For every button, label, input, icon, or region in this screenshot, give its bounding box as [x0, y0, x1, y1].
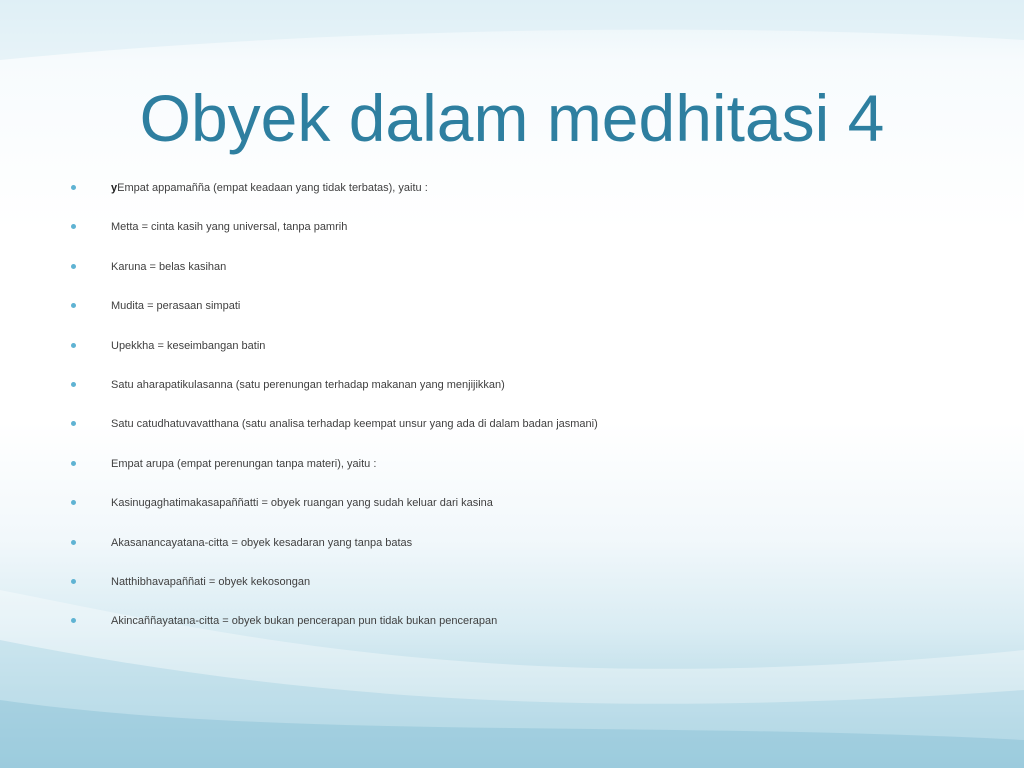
- bullet-dot-icon: [71, 264, 76, 269]
- bullet-text: Empat arupa (empat perenungan tanpa materi), yaitu :: [111, 457, 377, 470]
- bullet-dot-icon: [71, 185, 76, 190]
- list-item: [68, 217, 968, 256]
- bullet-dot-icon: [71, 461, 76, 466]
- bullet-dot-icon: [71, 343, 76, 348]
- bullet-text: Kasinugaghatimakasapaññatti = obyek ruangan yang sudah keluar dari kasina: [111, 497, 493, 510]
- list-item: [68, 611, 968, 650]
- bullet-dot-icon: [71, 224, 76, 229]
- bullet-dot-icon: [71, 421, 76, 426]
- bullet-dot-icon: [71, 500, 76, 505]
- list-item: [68, 375, 968, 414]
- bullet-dot-icon: [71, 540, 76, 545]
- bullet-text: Natthibhavapaññati = obyek kekosongan: [111, 575, 311, 588]
- list-item: [68, 296, 968, 335]
- bullet-text: Empat appamañña (empat keadaan yang tidak terbatas), yaitu :: [117, 182, 428, 194]
- bullet-dot-icon: [71, 382, 76, 387]
- list-item: [68, 533, 968, 572]
- list-item: [68, 454, 968, 493]
- bullet-dot-icon: [71, 618, 76, 623]
- bullet-text: Satu catudhatuvavatthana (satu analisa terhadap keempat unsur yang ada di dalam badan jasmani): [111, 418, 598, 431]
- bullet-prefix: y: [111, 182, 118, 194]
- bullet-text: Upekkha = keseimbangan batin: [111, 339, 266, 352]
- bullet-dot-icon: [71, 303, 76, 308]
- list-item: [68, 178, 968, 217]
- list-item: [68, 414, 968, 453]
- bullet-dot-icon: [71, 579, 76, 584]
- list-item: [68, 493, 968, 532]
- bullet-text: Akincaññayatana-citta = obyek bukan pencerapan pun tidak bukan pencerapan: [111, 615, 498, 628]
- bullet-list: [68, 178, 968, 651]
- slide-title: Obyek dalam medhitasi 4: [139, 81, 885, 155]
- list-item: [68, 257, 968, 296]
- bullet-text: Satu aharapatikulasanna (satu perenungan terhadap makanan yang menjijikkan): [111, 378, 505, 391]
- list-item: [68, 336, 968, 375]
- bullet-text: Metta = cinta kasih yang universal, tanpa pamrih: [111, 221, 348, 234]
- list-item: [68, 572, 968, 611]
- bullet-text: Mudita = perasaan simpati: [111, 300, 241, 313]
- bullet-text: Karuna = belas kasihan: [111, 260, 227, 273]
- bullet-text: Akasanancayatana-citta = obyek kesadaran yang tanpa batas: [111, 536, 413, 549]
